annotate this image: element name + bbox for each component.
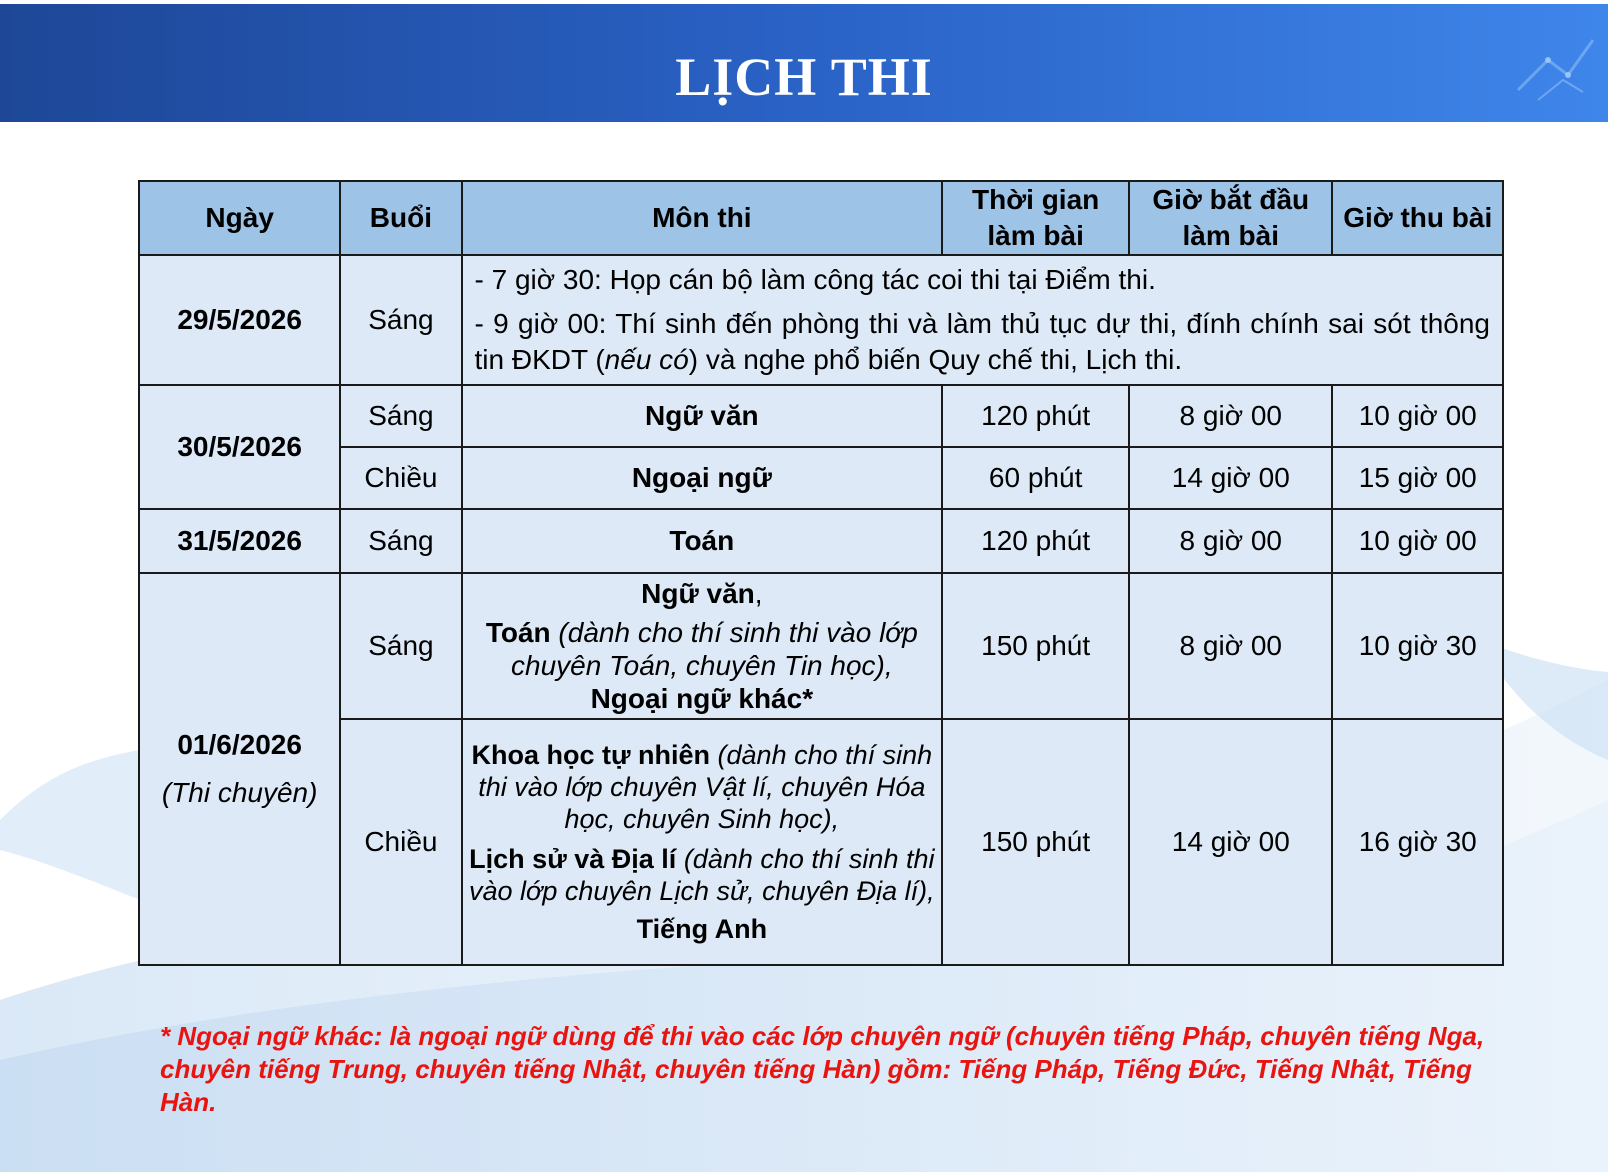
subject-separator: , — [754, 578, 763, 609]
end-time-cell: 10 giờ 30 — [1332, 573, 1503, 719]
table-row — [139, 255, 1503, 385]
date-cell: 29/5/2026 — [139, 255, 340, 385]
session-cell: Chiều — [340, 719, 461, 965]
info-line-2 — [475, 306, 1491, 378]
subject-name: Tiếng Anh — [636, 913, 768, 944]
start-time-cell: 8 giờ 00 — [1129, 385, 1332, 447]
subject-name: Khoa học tự nhiên — [471, 739, 711, 770]
page-title: LỊCH THI — [675, 47, 933, 107]
date-text: 01/6/2026 — [177, 729, 302, 760]
subject-cell: Ngoại ngữ — [462, 447, 943, 509]
session-cell: Sáng — [340, 385, 461, 447]
header-start-line1: Giờ bắt đầu — [1152, 184, 1310, 215]
header-start-time — [1129, 181, 1332, 255]
subject-line — [469, 739, 936, 835]
subject-note: (dành cho thí sinh thi vào lớp chuyên Lịch sử, chuyên Địa lí), — [469, 843, 935, 906]
header-duration-line2: làm bài — [987, 220, 1084, 251]
duration-cell: 120 phút — [942, 509, 1129, 573]
session-cell: Sáng — [340, 509, 461, 573]
subject-name: Ngoại ngữ khác* — [590, 683, 814, 714]
table-row — [139, 573, 1503, 719]
info-line-2-text-a: - 9 giờ 00: Thí sinh đến phòng thi và làm thủ tục dự thi, đính chính sai sót thông tin ĐKDT ( — [474, 308, 1490, 375]
footnote: * Ngoại ngữ khác: là ngoại ngữ dùng để thi vào các lớp chuyên ngữ (chuyên tiếng Pháp, chuyên tiếng Nga, chuyên tiếng Trung, chuyên tiếng Nhật, chuyên tiếng Hàn) gồm: Tiếng Pháp, Tiếng Đức, Tiếng Nhật, Tiếng Hàn. — [160, 1021, 1485, 1117]
start-time-cell: 14 giờ 00 — [1129, 719, 1332, 965]
table-row — [139, 385, 1503, 447]
date-cell: 31/5/2026 — [139, 509, 340, 573]
orientation-info-cell — [462, 255, 1504, 385]
end-time-cell: 15 giờ 00 — [1332, 447, 1503, 509]
duration-cell: 120 phút — [942, 385, 1129, 447]
header-session: Buổi — [340, 181, 461, 255]
table-row — [139, 719, 1503, 965]
start-time-cell: 8 giờ 00 — [1129, 573, 1332, 719]
header-row — [139, 181, 1503, 255]
start-time-cell: 8 giờ 00 — [1129, 509, 1332, 573]
subject-cell — [462, 573, 943, 719]
end-time-cell: 10 giờ 00 — [1332, 385, 1503, 447]
title-banner — [0, 4, 1608, 122]
duration-cell: 60 phút — [942, 447, 1129, 509]
header-start-line2: làm bài — [1182, 220, 1280, 251]
exam-schedule-table — [138, 180, 1504, 966]
date-note: (Thi chuyên) — [161, 777, 318, 808]
subject-cell — [462, 719, 943, 965]
subject-name: Lịch sử và Địa lí — [469, 843, 677, 874]
subject-note: (dành cho thí sinh thi vào lớp chuyên Vật lí, chuyên Hóa học, chuyên Sinh học), — [478, 739, 933, 834]
header-duration-line1: Thời gian — [972, 184, 1100, 215]
end-time-cell: 16 giờ 30 — [1332, 719, 1503, 965]
subject-cell: Ngữ văn — [462, 385, 943, 447]
header-duration — [942, 181, 1129, 255]
info-line-2-text-c: ) và nghe phổ biến Quy chế thi, Lịch thi. — [688, 344, 1183, 375]
header-subject: Môn thi — [462, 181, 943, 255]
subject-note: (dành cho thí sinh thi vào lớp chuyên Toán, chuyên Tin học), — [511, 617, 918, 681]
table-row — [139, 447, 1503, 509]
info-line-2-italic: nếu có — [604, 344, 689, 375]
header-end-time: Giờ thu bài — [1332, 181, 1503, 255]
date-cell: 30/5/2026 — [139, 385, 340, 509]
subject-name: Ngữ văn — [641, 578, 755, 609]
header-date: Ngày — [139, 181, 340, 255]
info-line-1: - 7 giờ 30: Họp cán bộ làm công tác coi thi tại Điểm thi. — [474, 264, 1156, 295]
duration-cell: 150 phút — [942, 573, 1129, 719]
subject-line — [469, 577, 936, 610]
banner-decoration-icon — [1508, 20, 1598, 110]
subject-line — [469, 843, 936, 907]
subject-name: Toán — [485, 617, 551, 648]
session-cell: Sáng — [340, 255, 461, 385]
subject-cell: Toán — [462, 509, 943, 573]
date-cell — [139, 573, 340, 965]
end-time-cell: 10 giờ 00 — [1332, 509, 1503, 573]
subject-line — [469, 616, 936, 682]
session-cell: Chiều — [340, 447, 461, 509]
duration-cell: 150 phút — [942, 719, 1129, 965]
session-cell: Sáng — [340, 573, 461, 719]
start-time-cell: 14 giờ 00 — [1129, 447, 1332, 509]
table-row — [139, 509, 1503, 573]
